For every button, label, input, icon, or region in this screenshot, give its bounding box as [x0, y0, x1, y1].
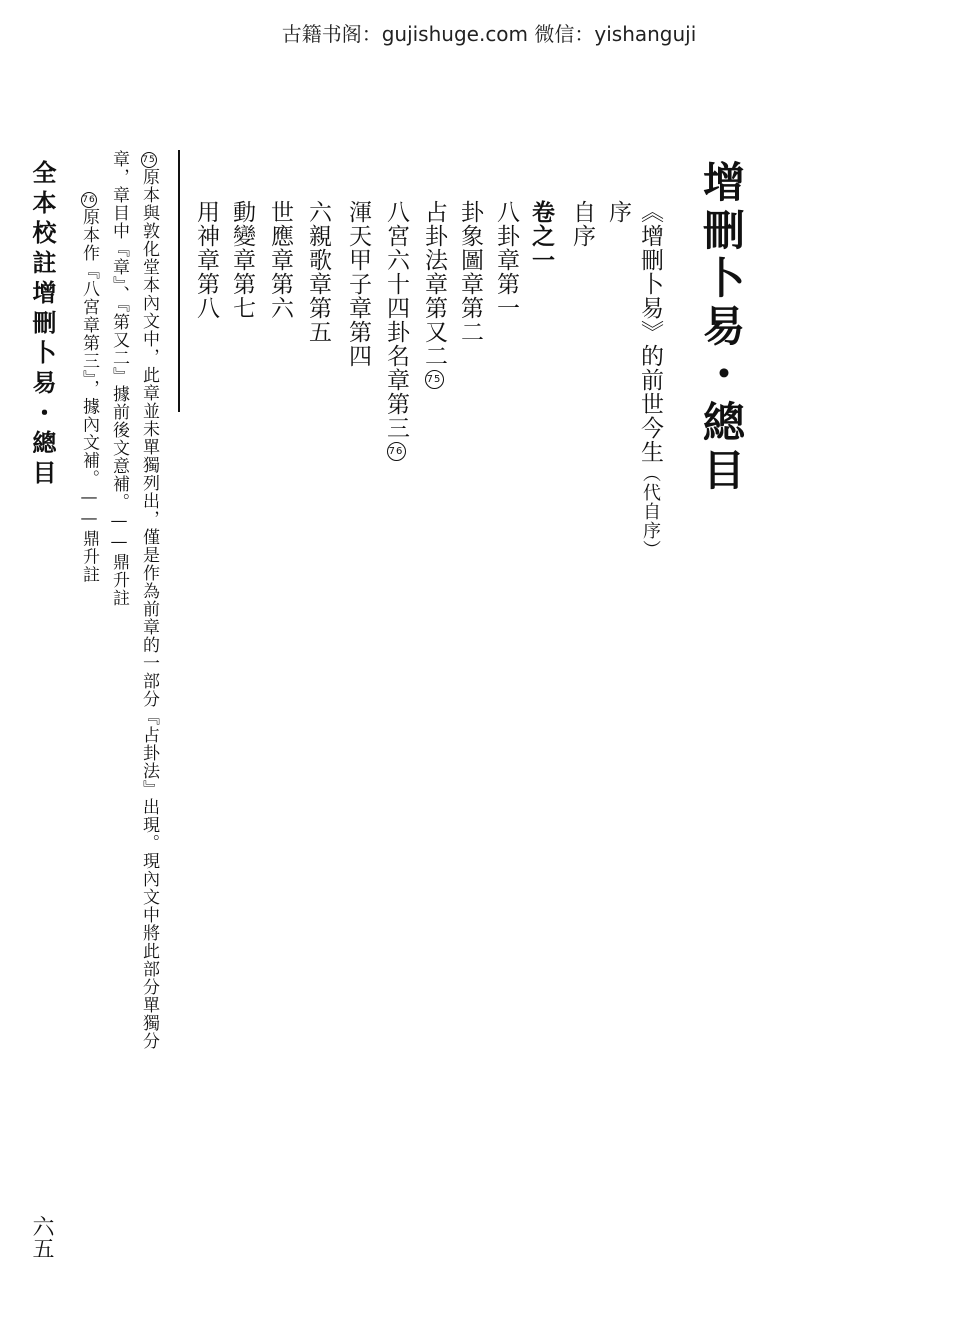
footnote-75-line-1: 75原本與敦化堂本內文中，此章並未單獨列出，僅是作為前章的一部分『占卦法』出現。現內文中將此部分單獨分	[140, 150, 157, 1050]
running-head: 全本校註增刪卜易・總目	[28, 160, 57, 490]
toc-item: 《增刪卜易》的前世今生（代自序）	[637, 200, 663, 559]
toc-item: 序	[605, 200, 631, 224]
footnote-ref: 76	[387, 442, 406, 461]
toc-item: 自序	[569, 200, 595, 248]
toc-item: 八宮六十四卦名章第三76	[384, 200, 407, 461]
toc-item: 用神章第八	[193, 200, 219, 320]
watermark: 古籍书阁：gujishuge.com 微信：yishanguji	[281, 22, 697, 46]
footnote-ref: 75	[425, 370, 444, 389]
footnote-76: 76原本作『八宮章第三』，據內文補。——鼎升註	[80, 190, 97, 584]
page-number: 六五	[29, 1215, 54, 1259]
toc-item: 占卦法章第又二75	[422, 200, 445, 389]
toc-item: 渾天甲子章第四	[345, 200, 371, 368]
toc-item: 六親歌章第五	[305, 200, 331, 344]
toc-item: 卦象圖章第二	[457, 200, 483, 344]
toc-item: 動變章第七	[229, 200, 255, 320]
footnote-divider	[178, 150, 180, 412]
page-title: 增刪卜易・總目	[697, 160, 746, 496]
toc-item: 卷之一	[528, 200, 555, 272]
toc-item-subtitle: （代自序）	[640, 464, 661, 559]
toc-item: 世應章第六	[267, 200, 293, 320]
footnote-75-line-2: 章，章目中『章』、『第又二』據前後文意補。——鼎升註	[109, 150, 129, 607]
toc-item: 八卦章第一	[493, 200, 519, 320]
